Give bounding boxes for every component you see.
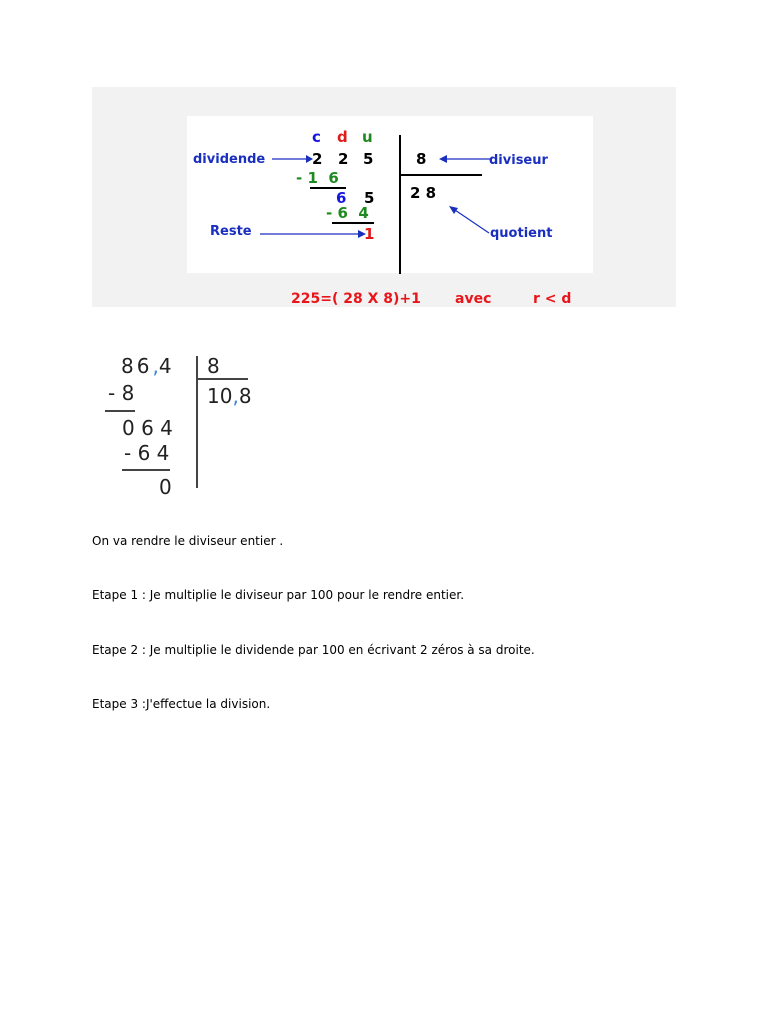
remainder-arrow-icon — [258, 228, 368, 240]
division-vertical-bar — [399, 135, 401, 274]
decimal-first-subtraction-line — [105, 410, 135, 412]
decimal-dividend-dec: 4 — [158, 354, 172, 378]
formula-condition: r < d — [533, 291, 572, 307]
dividend-digit-d: 2 — [338, 150, 349, 168]
dividend-arrow-icon — [270, 153, 314, 165]
partial-dividend-tens: 6 — [336, 189, 347, 207]
step-2-text: Etape 2 : Je multiplie le dividende par 100 en écrivant 2 zéros à sa droite. — [92, 643, 535, 657]
remainder-value: 1 — [364, 225, 375, 243]
decimal-divisor: 8 — [207, 354, 220, 378]
decimal-partial-dividend: 0 6 4 — [122, 416, 173, 440]
divisor-label: diviseur — [489, 153, 548, 168]
quotient-label: quotient — [490, 226, 553, 241]
formula-avec: avec — [455, 291, 492, 307]
decimal-dividend — [121, 354, 172, 378]
second-subtraction-line — [332, 222, 374, 224]
step-1-text: Etape 1 : Je multiplie le diviseur par 100 pour le rendre entier. — [92, 588, 465, 602]
step-3-text: Etape 3 :J'effectue la division. — [92, 697, 271, 711]
decimal-first-subtraction: - 8 — [108, 381, 135, 405]
quotient-arrow-icon — [446, 204, 492, 236]
decimal-dividend-comma: , — [152, 354, 159, 378]
remainder-label: Reste — [210, 224, 252, 239]
quotient-value: 2 8 — [410, 184, 437, 202]
first-subtraction: - 1 6 — [296, 169, 339, 187]
division-formula: 225=( 28 X 8)+1 — [291, 291, 421, 307]
decimal-dividend-int: 86 — [121, 354, 153, 378]
decimal-horizontal-bar — [196, 378, 248, 380]
decimal-remainder: 0 — [159, 475, 172, 499]
divisor-arrow-icon — [438, 153, 492, 165]
partial-dividend-units: 5 — [364, 189, 375, 207]
decimal-quotient — [207, 384, 252, 408]
division-diagram — [187, 116, 593, 273]
divisor-value: 8 — [416, 150, 427, 168]
decimal-second-subtraction-line — [122, 469, 170, 471]
dividend-digit-c: 2 — [312, 150, 323, 168]
dividend-digit-u: 5 — [363, 150, 374, 168]
dividend-label: dividende — [193, 152, 266, 167]
decimal-vertical-bar — [196, 356, 198, 488]
decimal-quotient-dec: 8 — [238, 384, 252, 408]
second-subtraction: - 6 4 — [326, 204, 369, 222]
header-centaines: c — [312, 128, 321, 146]
decimal-quotient-comma: , — [232, 384, 239, 408]
decimal-quotient-int: 10 — [207, 384, 233, 408]
header-dizaines: d — [337, 128, 348, 146]
decimal-second-subtraction: - 6 4 — [124, 441, 170, 465]
intro-text: On va rendre le diviseur entier . — [92, 534, 284, 548]
header-unites: u — [362, 128, 373, 146]
division-horizontal-bar — [399, 174, 482, 176]
